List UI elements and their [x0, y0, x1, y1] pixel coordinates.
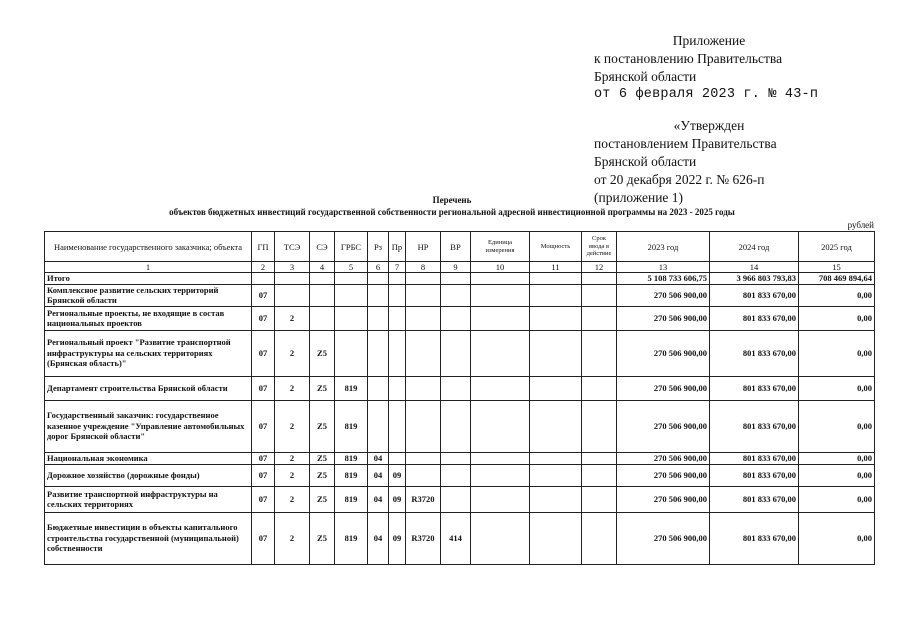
code-cell: [275, 273, 310, 285]
header-cell: 2024 год: [710, 232, 799, 262]
header-cell: СЭ: [310, 232, 335, 262]
index-cell: 4: [310, 262, 335, 273]
approved-line-2: постановлением Правительства: [594, 136, 777, 151]
amount-cell: 801 833 670,00: [710, 486, 799, 512]
header-cell: Единица измерения: [471, 232, 530, 262]
code-cell: 819: [335, 512, 368, 564]
code-cell: [530, 486, 582, 512]
total-row: [45, 273, 875, 285]
code-cell: 07: [252, 376, 275, 400]
code-cell: [471, 330, 530, 376]
appendix-block: [594, 32, 818, 104]
code-cell: 07: [252, 330, 275, 376]
code-cell: [441, 284, 471, 306]
code-cell: 07: [252, 306, 275, 330]
appendix-date-line: от 6 февраля 2023 г. № 43-п: [594, 87, 819, 102]
index-cell: 9: [441, 262, 471, 273]
table-row: [45, 486, 875, 512]
code-cell: [368, 273, 389, 285]
code-cell: [530, 330, 582, 376]
header-cell: Пр: [389, 232, 406, 262]
appendix-line-3: Брянской области: [594, 69, 697, 84]
index-cell: 13: [617, 262, 710, 273]
code-cell: [530, 306, 582, 330]
header-row: [45, 232, 875, 262]
code-cell: 819: [335, 400, 368, 452]
code-cell: [368, 306, 389, 330]
code-cell: [406, 400, 441, 452]
code-cell: Z5: [310, 486, 335, 512]
code-cell: [471, 306, 530, 330]
amount-cell: 0,00: [799, 400, 875, 452]
amount-cell: 270 506 900,00: [617, 306, 710, 330]
approved-line-3: Брянской области: [594, 154, 697, 169]
header-cell: Рз: [368, 232, 389, 262]
object-name-cell: Бюджетные инвестиции в объекты капитального строительства государственной (муниципальной) собственности: [45, 512, 252, 564]
header-cell: ГРБС: [335, 232, 368, 262]
code-cell: 09: [389, 486, 406, 512]
code-cell: [530, 464, 582, 486]
code-cell: [389, 330, 406, 376]
code-cell: 819: [335, 376, 368, 400]
code-cell: 2: [275, 400, 310, 452]
code-cell: 819: [335, 452, 368, 464]
amount-cell: 270 506 900,00: [617, 400, 710, 452]
code-cell: 2: [275, 376, 310, 400]
code-cell: Z5: [310, 512, 335, 564]
index-cell: 12: [582, 262, 617, 273]
code-cell: [471, 452, 530, 464]
code-cell: [582, 284, 617, 306]
code-cell: [368, 284, 389, 306]
code-cell: [406, 330, 441, 376]
amount-cell: 801 833 670,00: [710, 330, 799, 376]
investment-table: [44, 231, 875, 565]
code-cell: Z5: [310, 464, 335, 486]
header-cell: Наименование государственного заказчика; объекта: [45, 232, 252, 262]
code-cell: [406, 376, 441, 400]
amount-cell: 270 506 900,00: [617, 512, 710, 564]
index-cell: 8: [406, 262, 441, 273]
code-cell: [471, 464, 530, 486]
code-cell: 2: [275, 452, 310, 464]
amount-cell: 0,00: [799, 306, 875, 330]
code-cell: [389, 273, 406, 285]
code-cell: [389, 400, 406, 452]
code-cell: Z5: [310, 376, 335, 400]
amount-cell: 0,00: [799, 512, 875, 564]
table-row: [45, 464, 875, 486]
code-cell: [471, 486, 530, 512]
code-cell: [441, 376, 471, 400]
code-cell: [335, 306, 368, 330]
amount-cell: 801 833 670,00: [710, 452, 799, 464]
code-cell: [530, 376, 582, 400]
code-cell: [582, 273, 617, 285]
code-cell: [582, 376, 617, 400]
code-cell: [335, 284, 368, 306]
code-cell: [406, 452, 441, 464]
amount-cell: 5 108 733 606,75: [617, 273, 710, 285]
code-cell: [582, 306, 617, 330]
header-cell: Мощность: [530, 232, 582, 262]
index-cell: 6: [368, 262, 389, 273]
code-cell: [406, 306, 441, 330]
code-cell: [582, 452, 617, 464]
amount-cell: 270 506 900,00: [617, 464, 710, 486]
approved-line-4: от 20 декабря 2022 г. № 626-п: [594, 172, 765, 187]
object-name-cell: Дорожное хозяйство (дорожные фонды): [45, 464, 252, 486]
code-cell: [530, 284, 582, 306]
amount-cell: 801 833 670,00: [710, 400, 799, 452]
amount-cell: 0,00: [799, 376, 875, 400]
code-cell: [389, 284, 406, 306]
amount-cell: 270 506 900,00: [617, 486, 710, 512]
table-row: [45, 512, 875, 564]
amount-cell: 801 833 670,00: [710, 306, 799, 330]
code-cell: 414: [441, 512, 471, 564]
code-cell: [441, 330, 471, 376]
code-cell: 04: [368, 452, 389, 464]
amount-cell: 3 966 803 793,83: [710, 273, 799, 285]
code-cell: [252, 273, 275, 285]
amount-cell: 270 506 900,00: [617, 452, 710, 464]
code-cell: 819: [335, 486, 368, 512]
amount-cell: 0,00: [799, 464, 875, 486]
code-cell: 07: [252, 464, 275, 486]
amount-cell: 0,00: [799, 284, 875, 306]
object-name-cell: Итого: [45, 273, 252, 285]
code-cell: Z5: [310, 330, 335, 376]
code-cell: 09: [389, 512, 406, 564]
object-name-cell: Национальная экономика: [45, 452, 252, 464]
code-cell: [441, 273, 471, 285]
document-title: Перечень: [432, 195, 472, 205]
code-cell: 2: [275, 512, 310, 564]
code-cell: [389, 376, 406, 400]
index-cell: 15: [799, 262, 875, 273]
code-cell: 07: [252, 400, 275, 452]
code-cell: [389, 306, 406, 330]
code-cell: [530, 273, 582, 285]
code-cell: [471, 400, 530, 452]
object-name-cell: Государственный заказчик: государственное казенное учреждение "Управление автомобильных дорог Брянской области": [45, 400, 252, 452]
index-cell: 10: [471, 262, 530, 273]
header-cell: 2023 год: [617, 232, 710, 262]
code-cell: 04: [368, 512, 389, 564]
code-cell: [368, 330, 389, 376]
amount-cell: 270 506 900,00: [617, 376, 710, 400]
code-cell: [441, 306, 471, 330]
code-cell: [441, 400, 471, 452]
document-subtitle: объектов бюджетных инвестиций государственной собственности региональной адресной инвестиционной программы на 2023 - 2025 годы: [169, 207, 735, 217]
code-cell: [471, 284, 530, 306]
amount-cell: 801 833 670,00: [710, 512, 799, 564]
header-cell: ТСЭ: [275, 232, 310, 262]
table-row: [45, 376, 875, 400]
approved-line-5: (приложение 1): [594, 190, 684, 205]
code-cell: [471, 512, 530, 564]
code-cell: [582, 464, 617, 486]
code-cell: [389, 452, 406, 464]
approved-line-1: «Утвержден: [673, 118, 745, 133]
index-cell: 11: [530, 262, 582, 273]
code-cell: [275, 284, 310, 306]
code-cell: [582, 330, 617, 376]
appendix-line-1: Приложение: [672, 33, 746, 48]
code-cell: [530, 400, 582, 452]
object-name-cell: Региональный проект "Развитие транспортной инфраструктуры на сельских территориях (Брянская область)": [45, 330, 252, 376]
code-cell: [582, 400, 617, 452]
code-cell: 2: [275, 486, 310, 512]
code-cell: R3720: [406, 486, 441, 512]
code-cell: 819: [335, 464, 368, 486]
code-cell: 2: [275, 330, 310, 376]
code-cell: 04: [368, 464, 389, 486]
code-cell: 09: [389, 464, 406, 486]
header-cell: НР: [406, 232, 441, 262]
code-cell: 07: [252, 452, 275, 464]
code-cell: [368, 376, 389, 400]
code-cell: [441, 452, 471, 464]
code-cell: [310, 306, 335, 330]
amount-cell: 270 506 900,00: [617, 284, 710, 306]
code-cell: [406, 464, 441, 486]
table-row: [45, 306, 875, 330]
column-index-row: [45, 262, 875, 273]
amount-cell: 708 469 894,64: [799, 273, 875, 285]
index-cell: 5: [335, 262, 368, 273]
code-cell: Z5: [310, 452, 335, 464]
code-cell: [582, 512, 617, 564]
code-cell: 04: [368, 486, 389, 512]
code-cell: [582, 486, 617, 512]
appendix-line-2: к постановлению Правительства: [594, 51, 783, 66]
amount-cell: 801 833 670,00: [710, 376, 799, 400]
code-cell: 07: [252, 284, 275, 306]
code-cell: 2: [275, 306, 310, 330]
code-cell: 2: [275, 464, 310, 486]
header-cell: ГП: [252, 232, 275, 262]
object-name-cell: Комплексное развитие сельских территорий Брянской области: [45, 284, 252, 306]
code-cell: 07: [252, 512, 275, 564]
table-row: [45, 452, 875, 464]
code-cell: [335, 330, 368, 376]
index-cell: 7: [389, 262, 406, 273]
table-row: [45, 330, 875, 376]
code-cell: [406, 273, 441, 285]
code-cell: [335, 273, 368, 285]
amount-cell: 0,00: [799, 452, 875, 464]
amount-cell: 801 833 670,00: [710, 464, 799, 486]
index-cell: 1: [45, 262, 252, 273]
code-cell: [471, 376, 530, 400]
header-cell: ВР: [441, 232, 471, 262]
code-cell: [406, 284, 441, 306]
code-cell: [471, 273, 530, 285]
index-cell: 2: [252, 262, 275, 273]
code-cell: 07: [252, 486, 275, 512]
code-cell: [310, 273, 335, 285]
code-cell: [530, 452, 582, 464]
amount-cell: 270 506 900,00: [617, 330, 710, 376]
code-cell: [530, 512, 582, 564]
header-cell: Срок ввода в действие: [582, 232, 617, 262]
amount-cell: 0,00: [799, 486, 875, 512]
amount-cell: 801 833 670,00: [710, 284, 799, 306]
object-name-cell: Развитие транспортной инфраструктуры на сельских территориях: [45, 486, 252, 512]
object-name-cell: Региональные проекты, не входящие в состав национальных проектов: [45, 306, 252, 330]
units-label: рублей: [847, 220, 874, 230]
amount-cell: 0,00: [799, 330, 875, 376]
code-cell: [441, 486, 471, 512]
header-cell: 2025 год: [799, 232, 875, 262]
code-cell: [310, 284, 335, 306]
index-cell: 14: [710, 262, 799, 273]
code-cell: R3720: [406, 512, 441, 564]
code-cell: [368, 400, 389, 452]
code-cell: [441, 464, 471, 486]
object-name-cell: Департамент строительства Брянской области: [45, 376, 252, 400]
index-cell: 3: [275, 262, 310, 273]
code-cell: Z5: [310, 400, 335, 452]
table-row: [45, 400, 875, 452]
table-row: [45, 284, 875, 306]
